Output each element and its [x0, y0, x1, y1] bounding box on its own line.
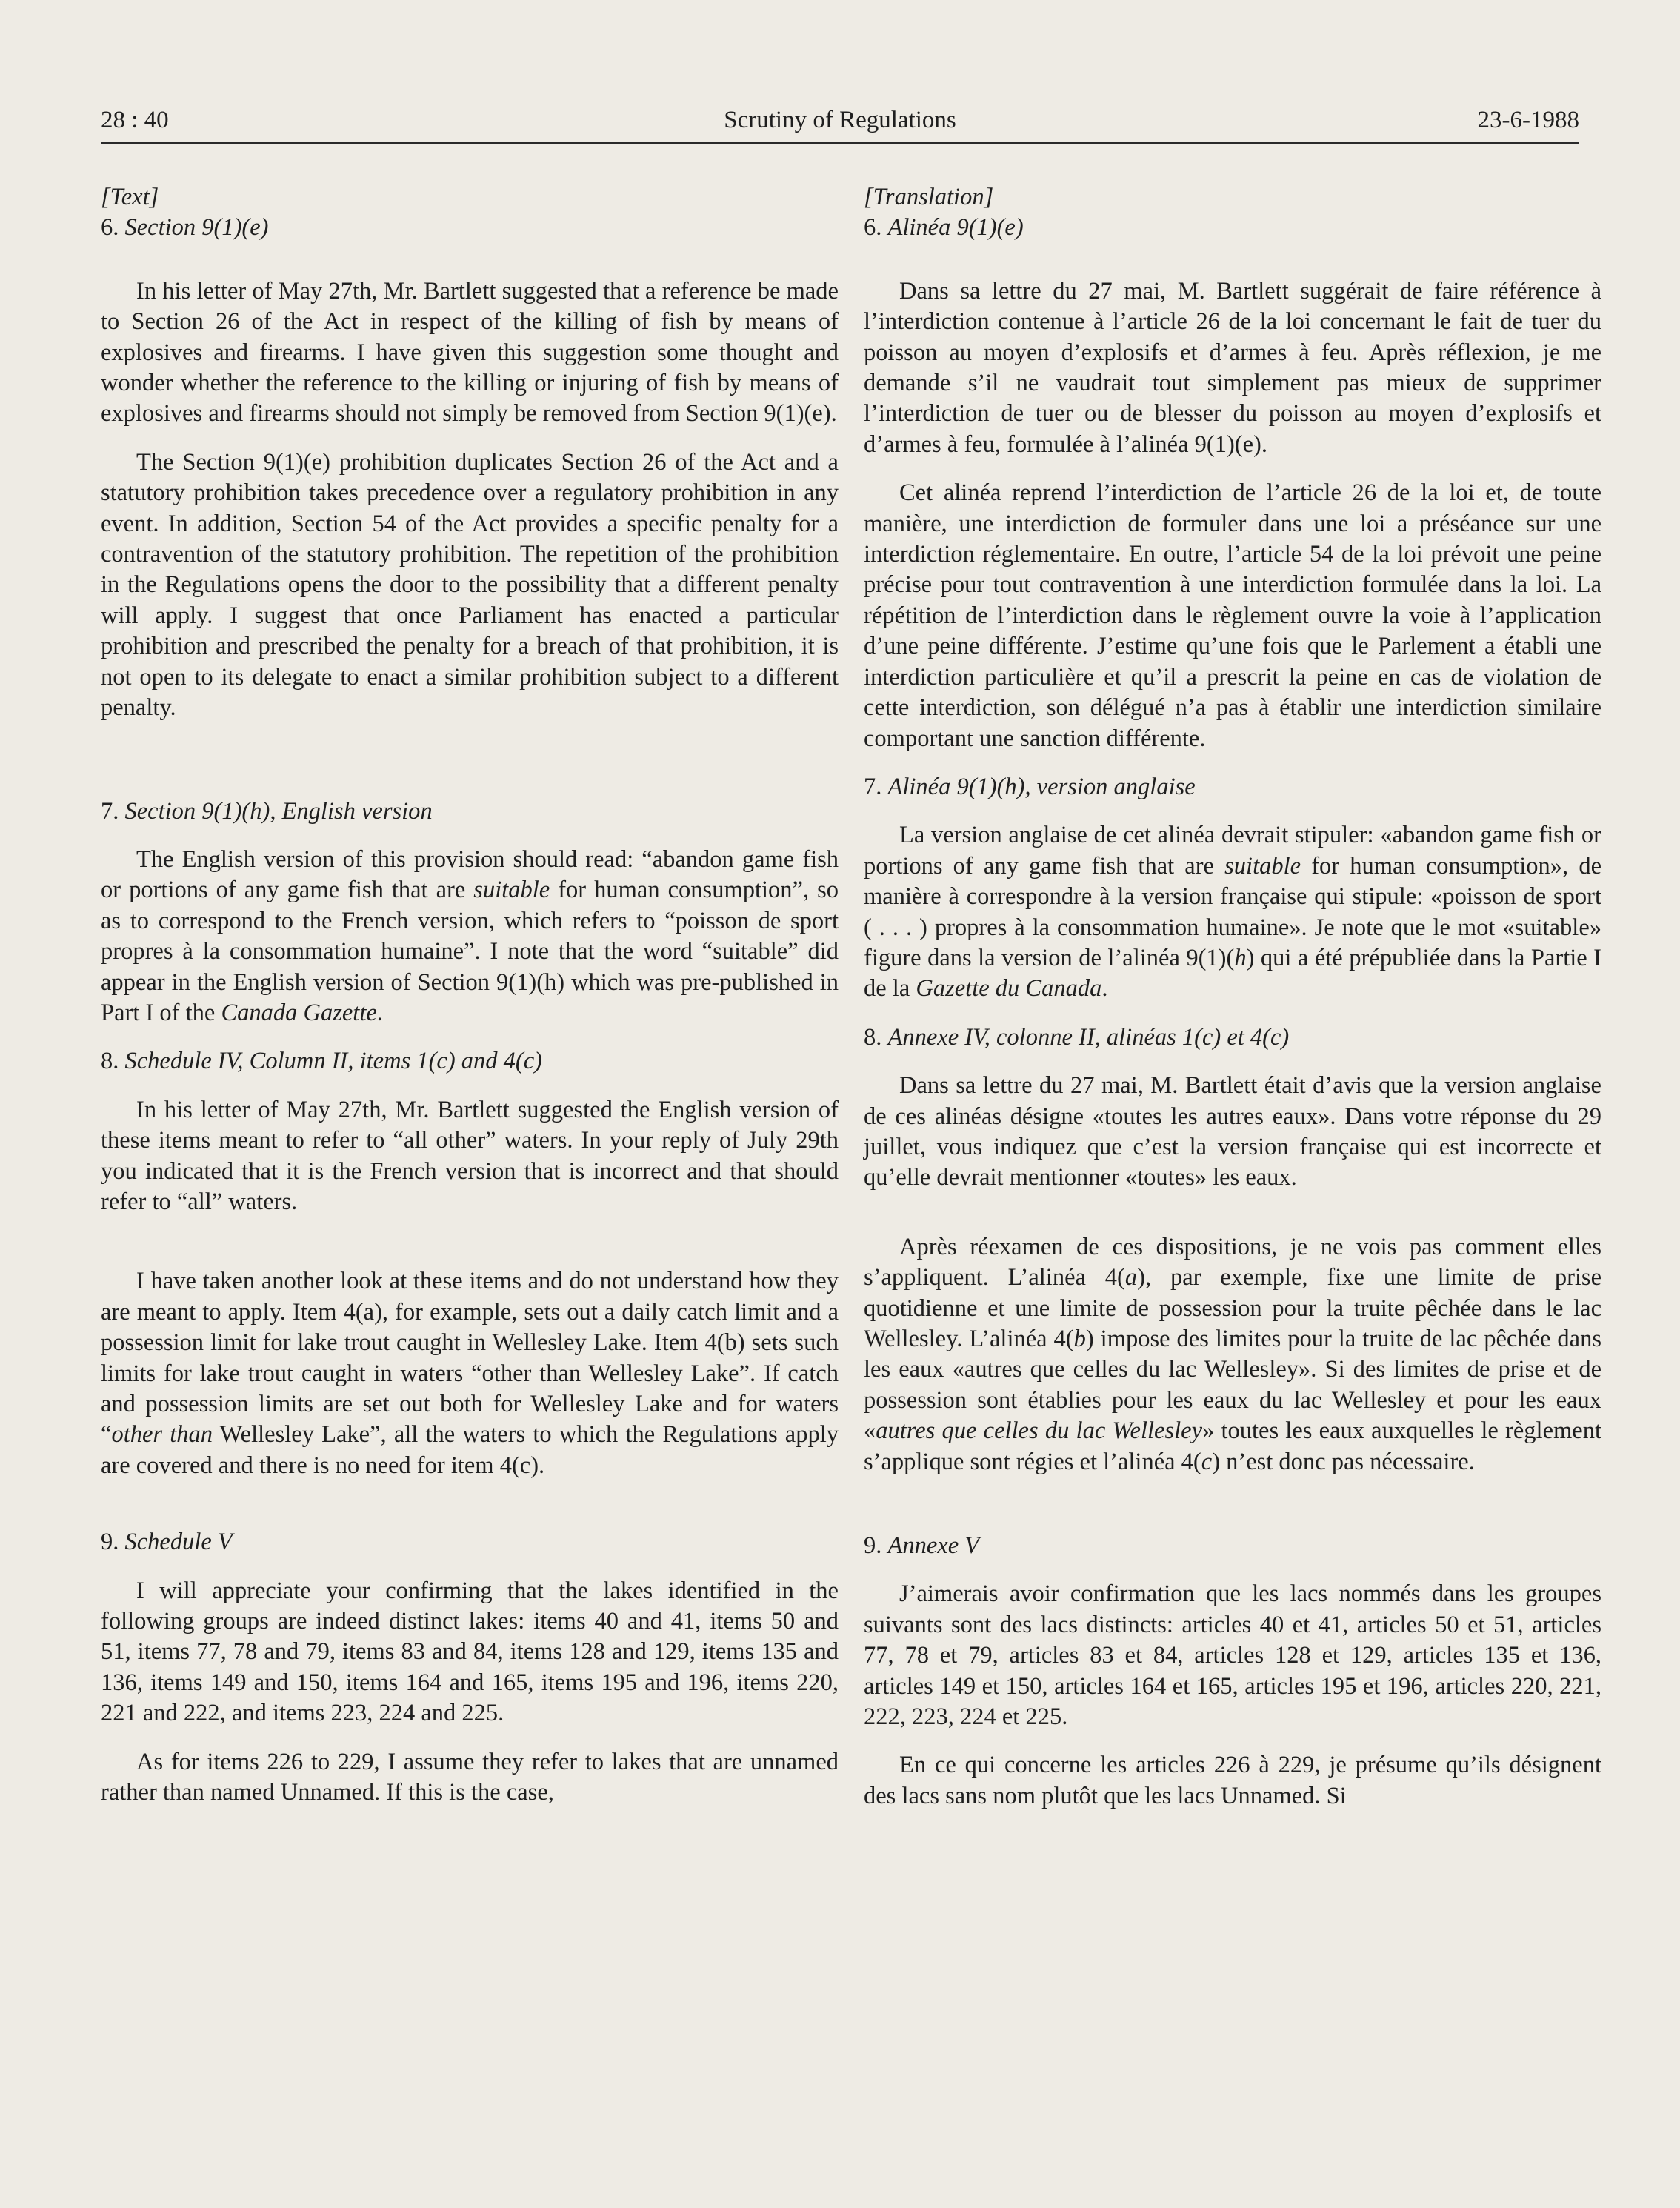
- english-column: [101, 182, 839, 1808]
- paragraph: Dans sa lettre du 27 mai, M. Bartlett suggérait de faire référence à l’interdiction contenue à l’article 26 de la loi concernant le fait de tuer du poisson au moyen d’explosifs et d’armes à feu. Après réflexion, je me demande s’il ne vaudrait tout simplement pas mieux de supprimer l’interdiction de tuer ou de blesser du poisson au moyen d’explosifs et d’armes à feu, formulée à l’alinéa 9(1)(e).: [864, 277, 1601, 458]
- paragraph: Après réexamen de ces dispositions, je ne vois pas comment elles s’appliquent. L’alinéa 4(a), par exemple, fixe une limite de prise quotidienne et une limite de possession pour la truite pêchée dans le lac Wellesley. L’alinéa 4(b) impose des limites pour la truite de lac pêchée dans les eaux «autres que celles du lac Wellesley». Si des limites de prise et de possession sont établies pour les eaux du lac Wellesley et pour les eaux «autres que celles du lac Wellesley» toutes les eaux auxquelles le règlement s’applique sont régies et l’alinéa 4(c) n’est donc pas nécessaire.: [864, 1233, 1601, 1475]
- page-date: 23-6-1988: [1477, 107, 1579, 133]
- paragraph: En ce qui concerne les articles 226 à 229, je présume qu’ils désignent des lacs sans nom plutôt que les lacs Unnamed. Si: [864, 1752, 1601, 1809]
- header-rule: [101, 142, 1579, 144]
- paragraph: J’aimerais avoir confirmation que les lacs nommés dans les groupes suivants sont des lacs distincts: articles 40 et 41, articles 50 et 51, articles 77, 78 et 79, articles 83 et 84, articles 128 et 129, articles 135 et 136, articles 149 et 150, articles 164 et 165, articles 195 et 196, articles 220, 221, 222, 223, 224 et 225.: [864, 1580, 1601, 1731]
- section-heading-9: 9. Schedule V: [101, 1529, 233, 1556]
- section-heading-6: 6. Alinéa 9(1)(e): [864, 214, 1024, 242]
- section-heading-8: 8. Schedule IV, Column II, items 1(c) and 4(c): [101, 1048, 542, 1075]
- paragraph: The English version of this provision should read: “abandon game fish or portions of any game fish that are suitable for human consumption”, so as to correspond to the French version, which refers to “poisson de sport propres à la consommation humaine”. I note that the word “suitable” did appear in the English version of Section 9(1)(h) which was pre-published in Part I of the Canada Gazette.: [101, 845, 839, 1026]
- paragraph: The Section 9(1)(e) prohibition duplicates Section 26 of the Act and a statutory prohibition takes precedence over a regulatory prohibition in any event. In addition, Section 54 of the Act provides a specific penalty for a contravention of the statutory prohibition. The repetition of the prohibition in the Regulations opens the door to the possibility that a different penalty will apply. I suggest that once Parliament has enacted a particular prohibition and prescribed the penalty for a breach of that prohibition, it is not open to its delegate to enact a similar prohibition subject to a different penalty.: [101, 448, 839, 722]
- section-heading-7: 7. Alinéa 9(1)(h), version anglaise: [864, 773, 1196, 800]
- section-heading-7: 7. Section 9(1)(h), English version: [101, 797, 433, 825]
- paragraph: La version anglaise de cet alinéa devrait stipuler: «abandon game fish or portions of any game fish that are suitable for human consumption», de manière à correspondre à la version française qui stipule: «poisson de sport ( . . . ) propres à la consommation humaine». Je note que le mot «suitable» figure dans la version de l’alinéa 9(1)(h) qui a été prépubliée dans la Partie I de la Gazette du Canada.: [864, 822, 1601, 1002]
- running-title: Scrutiny of Regulations: [724, 107, 956, 133]
- section-heading-6: 6. Section 9(1)(e): [101, 214, 269, 242]
- paragraph: Cet alinéa reprend l’interdiction de l’article 26 de la loi et, de toute manière, une interdiction de formuler dans une loi a préséance sur une interdiction réglementaire. En outre, l’article 54 de la loi prévoit une peine précise pour tout contravention à une interdiction formulée dans la loi. La répétition de l’interdiction dans le règlement ouvre la voie à l’application d’une peine différente. J’estime qu’une fois que le Parlement a établi une interdiction particulière et qu’il a prescrit la peine en cas de violation de cette interdiction, son délégué n’a pas à établir une interdiction similaire comportant une sanction différente.: [864, 479, 1601, 752]
- column-label: [Text]: [101, 184, 159, 210]
- page-number: 28 : 40: [101, 107, 169, 133]
- paragraph: As for items 226 to 229, I assume they refer to lakes that are unnamed rather than named Unnamed. If this is the case,: [101, 1748, 839, 1806]
- section-heading-8: 8. Annexe IV, colonne II, alinéas 1(c) et 4(c): [864, 1023, 1290, 1051]
- paragraph: In his letter of May 27th, Mr. Bartlett suggested that a reference be made to Section 26 of the Act in respect of the killing of fish by means of explosives and firearms. I have given this suggestion some thought and wonder whether the reference to the killing or injuring of fish by means of explosives and firearms should not simply be removed from Section 9(1)(e).: [101, 277, 839, 428]
- paragraph: Dans sa lettre du 27 mai, M. Bartlett était d’avis que la version anglaise de ces alinéas désigne «toutes les autres eaux». Dans votre réponse du 29 juillet, vous indiquez que c’est la version française qui est incorrecte et qu’elle devrait mentionner «toutes» les eaux.: [864, 1072, 1601, 1191]
- paragraph: I will appreciate your confirming that the lakes identified in the following groups are indeed distinct lakes: items 40 and 41, items 50 and 51, items 77, 78 and 79, items 83 and 84, items 128 and 129, items 135 and 136, items 149 and 150, items 164 and 165, items 195 and 196, items 220, 221 and 222, and items 223, 224 and 225.: [101, 1577, 839, 1727]
- section-heading-9: 9. Annexe V: [864, 1532, 980, 1560]
- paragraph: In his letter of May 27th, Mr. Bartlett suggested the English version of these items meant to refer to “all other” waters. In your reply of July 29th you indicated that it is the French version that is incorrect and that should refer to “all” waters.: [101, 1096, 839, 1215]
- french-column: [864, 182, 1601, 1812]
- column-label: [Translation]: [864, 184, 994, 210]
- paragraph: I have taken another look at these items and do not understand how they are meant to apply. Item 4(a), for example, sets out a daily catch limit and a possession limit for lake trout caught in Wellesley Lake. Item 4(b) sets such limits for lake trout caught in waters “other than Wellesley Lake”. If catch and possession limits are set out both for Wellesley Lake and for waters “other than Wellesley Lake”, all the waters to which the Regulations apply are covered and there is no need for item 4(c).: [101, 1268, 839, 1479]
